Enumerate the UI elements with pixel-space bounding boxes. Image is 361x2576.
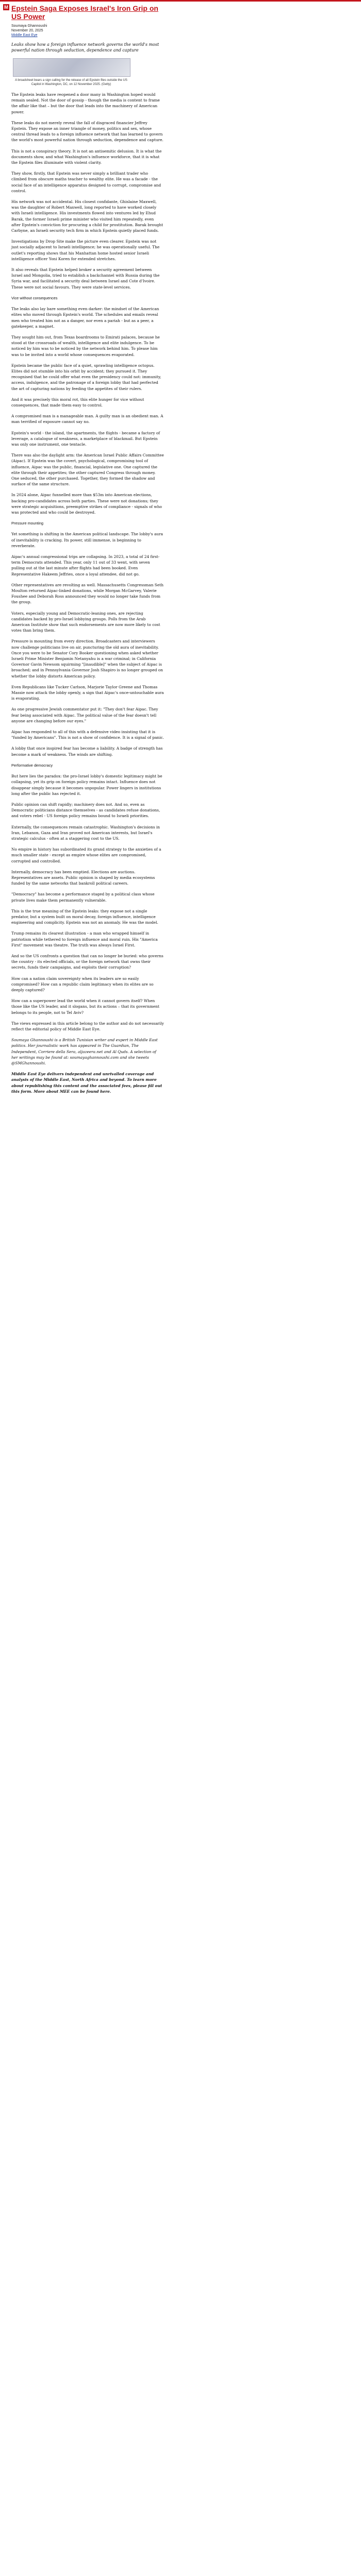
- paragraph: The views expressed in this article belong to the author and do not necessarily reflect the editorial policy of Middle East Eye.: [11, 1021, 164, 1031]
- outlet-logo-icon[interactable]: M: [3, 4, 9, 10]
- paragraph: As one progressive Jewish commentator put it: "They don't fear Aipac. They fear being associated with Aipac. The political value of the fear doesn't tell anyone are changing before our eyes.": [11, 707, 158, 723]
- author-bio: Middle East Eye delivers independent and unrivalled coverage and analysis of the Middle East, North Africa and beyond. To learn more about republishing this content and the associated fees, please fill out this form. More about MEE can be found here.: [11, 1072, 162, 1094]
- hero-image: [13, 58, 130, 77]
- paragraph: Epstein's world - the island, the apartments, the flights - became a factory of leverage, a catalogue of weakness, a marketplace of blackmail. But Epstein was only one instrument, one tentacle.: [11, 430, 160, 447]
- article-body: [11, 92, 164, 1094]
- paragraph: Even Republicans like Tucker Carlson, Marjorie Taylor Greene and Thomas Massie now attack the lobby openly, a sign that Aipac's once-untouchable aura is evaporating.: [11, 684, 164, 701]
- paragraph: Public opinion can shift rapidly; machinery does not. And so, even as Democratic politicians distance themselves - as candidates refuse donations, and voters rebel - US foreign policy remains bound to Israeli priorities.: [11, 802, 160, 819]
- paragraph: Yet something is shifting in the American political landscape. The lobby's aura of inevitability is cracking. Its power, still immense, is beginning to reverberate.: [11, 532, 163, 548]
- paragraph: Voters, especially young and Democratic-leaning ones, are rejecting candidates backed by pro-Israel lobbying groups. Polls from the Arab American Institute show that such endorsements are now more likely to cost votes than bring them.: [11, 611, 160, 633]
- paragraph: How can a superpower lead the world when it cannot govern itself? When those like the US leader, and it slogans, but its actions – that its government belongs to its people, not to Tel Aviv?: [11, 998, 159, 1015]
- top-accent-rule: [0, 0, 361, 2]
- paragraph: Other representatives are revolting as well. Massachusetts Congressman Seth Moulton returned Aipac-linked donations, while Morgan McGarvey, Valerie Foushee and Deborah Ross announced they would no longer take funds from the group.: [11, 582, 163, 605]
- paragraph: There was also the daylight arm: the American Israel Public Affairs Committee (Aipac). If Epstein was the covert, psychological, compromising tool of influence, Aipac was the public, financial, legislative one. One captured the elite through their appetites; the other captured Congress through money. One seduced, the other purchased. Together, they formed the shadow and surface of the same structure.: [11, 453, 164, 487]
- paragraph: No empire in history has subordinated its grand strategy to the anxieties of a much smaller state - except as empire whose elites are compromised, corrupted and controlled.: [11, 847, 161, 863]
- paragraph: How can a nation claim sovereignty when its leaders are so easily compromised? How can a republic claim legitimacy when its elites are so deeply captured?: [11, 976, 154, 992]
- paragraph: Aipac's annual congressional trips are collapsing. In 2023, a total of 24 first-term Democrats attended. This year, only 11 out of 33 went, with seven pulling out at the last minute after flights had been booked. Even Representative Hakeem Jeffries, once a loyal attendee, did not go.: [11, 554, 160, 577]
- paragraph: They sought him out, from Texas boardrooms to Emirati palaces, because he stood at the crossroads of wealth, intelligence and elite indulgence. To be noticed by him was to be noticed by the network behind him. To please him was to be invited into a world whose consequences evaporated.: [11, 334, 160, 357]
- section-subheading: Pressure mounting: [11, 521, 44, 526]
- paragraph: Externally, the consequences remain catastrophic. Washington's decisions in Iran, Lebanon, Gaza and Iran proved not American interests, but Israel's strategic calculus - often at a staggering cost to the US.: [11, 824, 160, 841]
- article-container: [11, 4, 164, 1099]
- byline: [11, 24, 164, 38]
- paragraph: And it was precisely this moral rot, this elite hunger for vice without consequences, that made them easy to control.: [11, 397, 144, 408]
- paragraph: Epstein became the public face of a quiet, sprawling intelligence octopus. Elites did not stumble into his orbit by accident; they pursued it. They recognised that he could offer what even the presidency could not: immunity, access, indulgence, and the patronage of a foreign lobby that had perfected the art of capturing nations by feeding the appetites of their rulers.: [11, 363, 161, 391]
- article-title[interactable]: Epstein Saga Exposes Israel's Iron Grip on US Power: [11, 4, 158, 21]
- paragraph: "Democracy" has become a performance staged by a political class whose private lives make them permanently vulnerable.: [11, 892, 155, 903]
- paragraph: His network was not accidental. His closest confidante, Ghislaine Maxwell, was the daughter of Robert Maxwell, long reported to have worked closely with Israeli intelligence. His investments flowed into ventures led by Ehud Barak, the former Israeli prime minister who visited him repeatedly, even after Epstein's conviction for procuring a child for prostitution. Barak brought Carbyne, an Israeli security tech firm in which Epstein quietly placed funds.: [11, 199, 163, 233]
- paragraph: And so the US confronts a question that can no longer be buried: who governs the country - its elected officials, or the foreign network that owns their secrets, funds their campaigns, and exploits their corruption?: [11, 953, 163, 970]
- paragraph: This is not a conspiracy theory. It is not an antisemitic delusion. It is what the documents show, and what Washington's influence workforce, that it is what the Epstein files illuminate with violent clarity.: [11, 148, 162, 165]
- paragraph: Trump remains its clearest illustration - a man who wrapped himself in patriotism while tethered to foreign influence and moral ruin. His "America First" movement was theatre. The truth was always Israel First.: [11, 931, 158, 947]
- paragraph: This is the true meaning of the Epstein leaks: they expose not a single predator, but a system built on moral decay, foreign influence, intelligence engineering and complicity. Epstein was not an anomaly. He was the model.: [11, 908, 158, 925]
- paragraph: They show, firstly, that Epstein was never simply a brilliant trader who climbed from obscure maths teacher to wealthy elite. He was a facade - the social face of an intelligence apparatus designed to corrupt, compromise and control.: [11, 171, 161, 193]
- editorial-disclaimer: Soumaya Ghannoushi is a British Tunisian writer and expert in Middle East politics. Her journalistic work has appeared in The Guardian, The Independent, Corriere della Sera, aljazeera.net and Al Quds. A selection of her writings may be found at: soumayaghannoushi.com and she tweets @SMGhannoushi.: [11, 1038, 158, 1066]
- hero-caption: A broadsheet bears a sign calling for the release of all Epstein files outside the US Capitol in Washington, DC, on 12 November 2025. (Getty): [15, 79, 127, 86]
- paragraph: The Epstein leaks have reopened a door many in Washington hoped would remain sealed. Not the door of gossip - though the media is content to frame the affair like that – but the door that leads into the machinery of American power.: [11, 92, 160, 114]
- paragraph: A lobby that once inspired fear has become a liability. A badge of strength has become a mark of weakness. The winds are shifting.: [11, 746, 163, 757]
- outlet-link[interactable]: Middle East Eye: [11, 33, 38, 37]
- section-subheading: Performative democracy: [11, 762, 53, 768]
- paragraph: The leaks also lay bare something even darker: the mindset of the American elites who moved through Epstein's world. The schedules and emails reveal men who treated him not as a danger, nor even a pariah - but as a peer, a gatekeeper, a magnet.: [11, 307, 159, 329]
- hero-figure: [13, 58, 129, 87]
- paragraph: It also reveals that Epstein helped broker a security agreement between Israel and Mongolia, tried to establish a backchannel with Russia during the Syria war, and facilitated a security deal between Israel and Cote d'Ivoire. These were not social favours. They were state-level services.: [11, 267, 160, 290]
- paragraph: Internally, democracy has been emptied. Elections are auctions. Representatives are assets. Public opinion is shaped by media ecosystems funded by the same networks that bankroll political careers.: [11, 869, 155, 886]
- paragraph: But here lies the paradox: the pro-Israel lobby's domestic legitimacy might be collapsing, yet its grip on foreign policy remains intact. Influence does not disappear simply because it becomes unpopular. Power lingers in institutions long after the public has rejected it.: [11, 774, 162, 796]
- standfirst: Leaks show how a foreign influence network governs the world's most powerful nation through seduction, dependence and capture: [11, 42, 159, 53]
- paragraph: Aipac has responded to all of this with a defensive video insisting that it is "funded by Americans". This is not a show of confidence. It is a signal of panic.: [11, 730, 165, 740]
- paragraph: Investigations by Drop Site make the picture even clearer. Epstein was not just socially adjacent to Israeli intelligence; he was operationally useful. The outlet's reporting shows that his Manhattan home hosted senior Israeli intelligence officer Yoni Koren for extended stretches.: [11, 239, 160, 261]
- section-subheading: Vice without consequences: [11, 295, 58, 300]
- paragraph: A compromised man is a manageable man. A guilty man is an obedient man. A man terrified of exposure cannot say no.: [11, 414, 163, 425]
- paragraph: Pressure is mounting from every direction. Broadcasters and interviewers now challenge politicians live on air, puncturing the old aura of inevitability. Once you were to be Senator Cory Booker questioning when asked whether Israeli Prime Minister Benjamin Netanyahu is a war criminal; in California Governor Gavin Newsom squirming "[inaudible]" when the subject of Aipac is broached; and in Pennsylvania Governor Josh Shapiro is no longer grouped on whether the lobby distorts American policy.: [11, 639, 163, 679]
- paragraph: These leaks do not merely reveal the fall of disgraced financier Jeffrey Epstein. They expose an inner triangle of money, politics and sex, whose central thread leads to a foreign influence network that has learned to govern the world's most powerful nation through seduction, dependence and capture.: [11, 120, 163, 143]
- author-name: Soumaya Ghannoushi: [11, 24, 47, 28]
- publish-date: November 20, 2025: [11, 29, 43, 32]
- paragraph: In 2024 alone, Aipac funnelled more than $53m into American elections, backing pro-candidates across both parties. These were not donations; they were strategic acquisitions, preemptive strikes of compliance - signals of who was protected and who could be destroyed.: [11, 493, 162, 515]
